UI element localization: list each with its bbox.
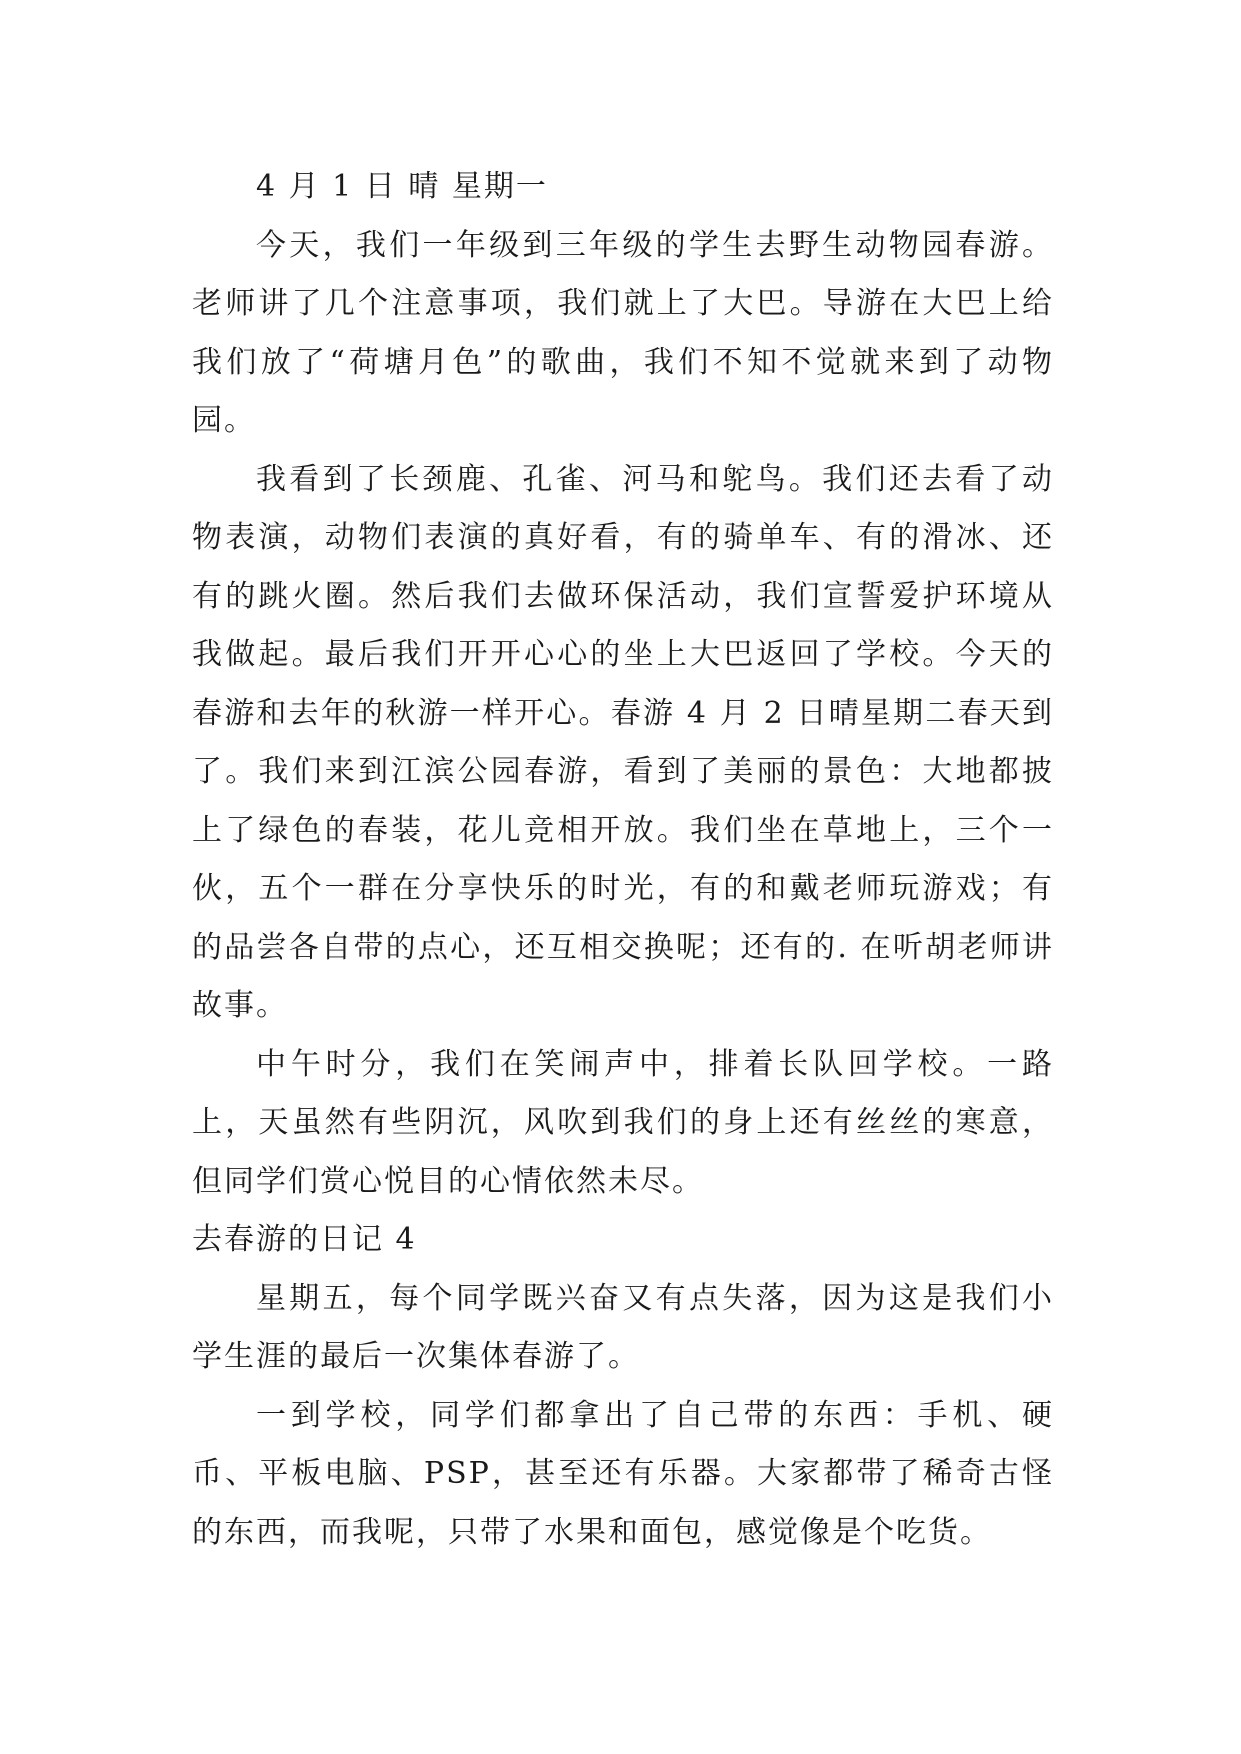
document-body <box>192 158 1054 1562</box>
paragraph-4: 星期五，每个同学既兴奋又有点失落，因为这是我们小学生涯的最后一次集体春游了。 <box>192 1280 1054 1374</box>
section-title: 去春游的日记 4 <box>192 1222 417 1257</box>
paragraph-1: 今天，我们一年级到三年级的学生去野生动物园春游。老师讲了几个注意事项，我们就上了大巴。导游在大巴上给我们放了“荷塘月色”的歌曲，我们不知不觉就来到了动物园。 <box>192 227 1054 438</box>
paragraph-3: 中午时分，我们在笑闹声中，排着长队回学校。一路上，天虽然有些阴沉，风吹到我们的身上还有丝丝的寒意，但同学们赏心悦目的心情依然未尽。 <box>192 1046 1054 1199</box>
paragraph-5: 一到学校，同学们都拿出了自己带的东西：手机、硬币、平板电脑、PSP，甚至还有乐器。大家都带了稀奇古怪的东西，而我呢，只带了水果和面包，感觉像是个吃货。 <box>192 1397 1054 1550</box>
paragraph-2: 我看到了长颈鹿、孔雀、河马和鸵鸟。我们还去看了动物表演，动物们表演的真好看，有的骑单车、有的滑冰、还有的跳火圈。然后我们去做环保活动，我们宣誓爱护环境从我做起。最后我们开开心心的坐上大巴返回了学校。今天的春游和去年的秋游一样开心。春游 4 月 2 日晴星期二春天到了。我们来到江滨公园春游，看到了美丽的景色：大地都披上了绿色的春装，花儿竞相开放。我们坐在草地上，三个一伙，五个一群在分享快乐的时光，有的和戴老师玩游戏；有的品尝各自带的点心，还互相交换呢；还有的. 在听胡老师讲故事。 <box>192 461 1054 1023</box>
date-line: 4 月 1 日 晴 星期一 <box>256 169 548 204</box>
